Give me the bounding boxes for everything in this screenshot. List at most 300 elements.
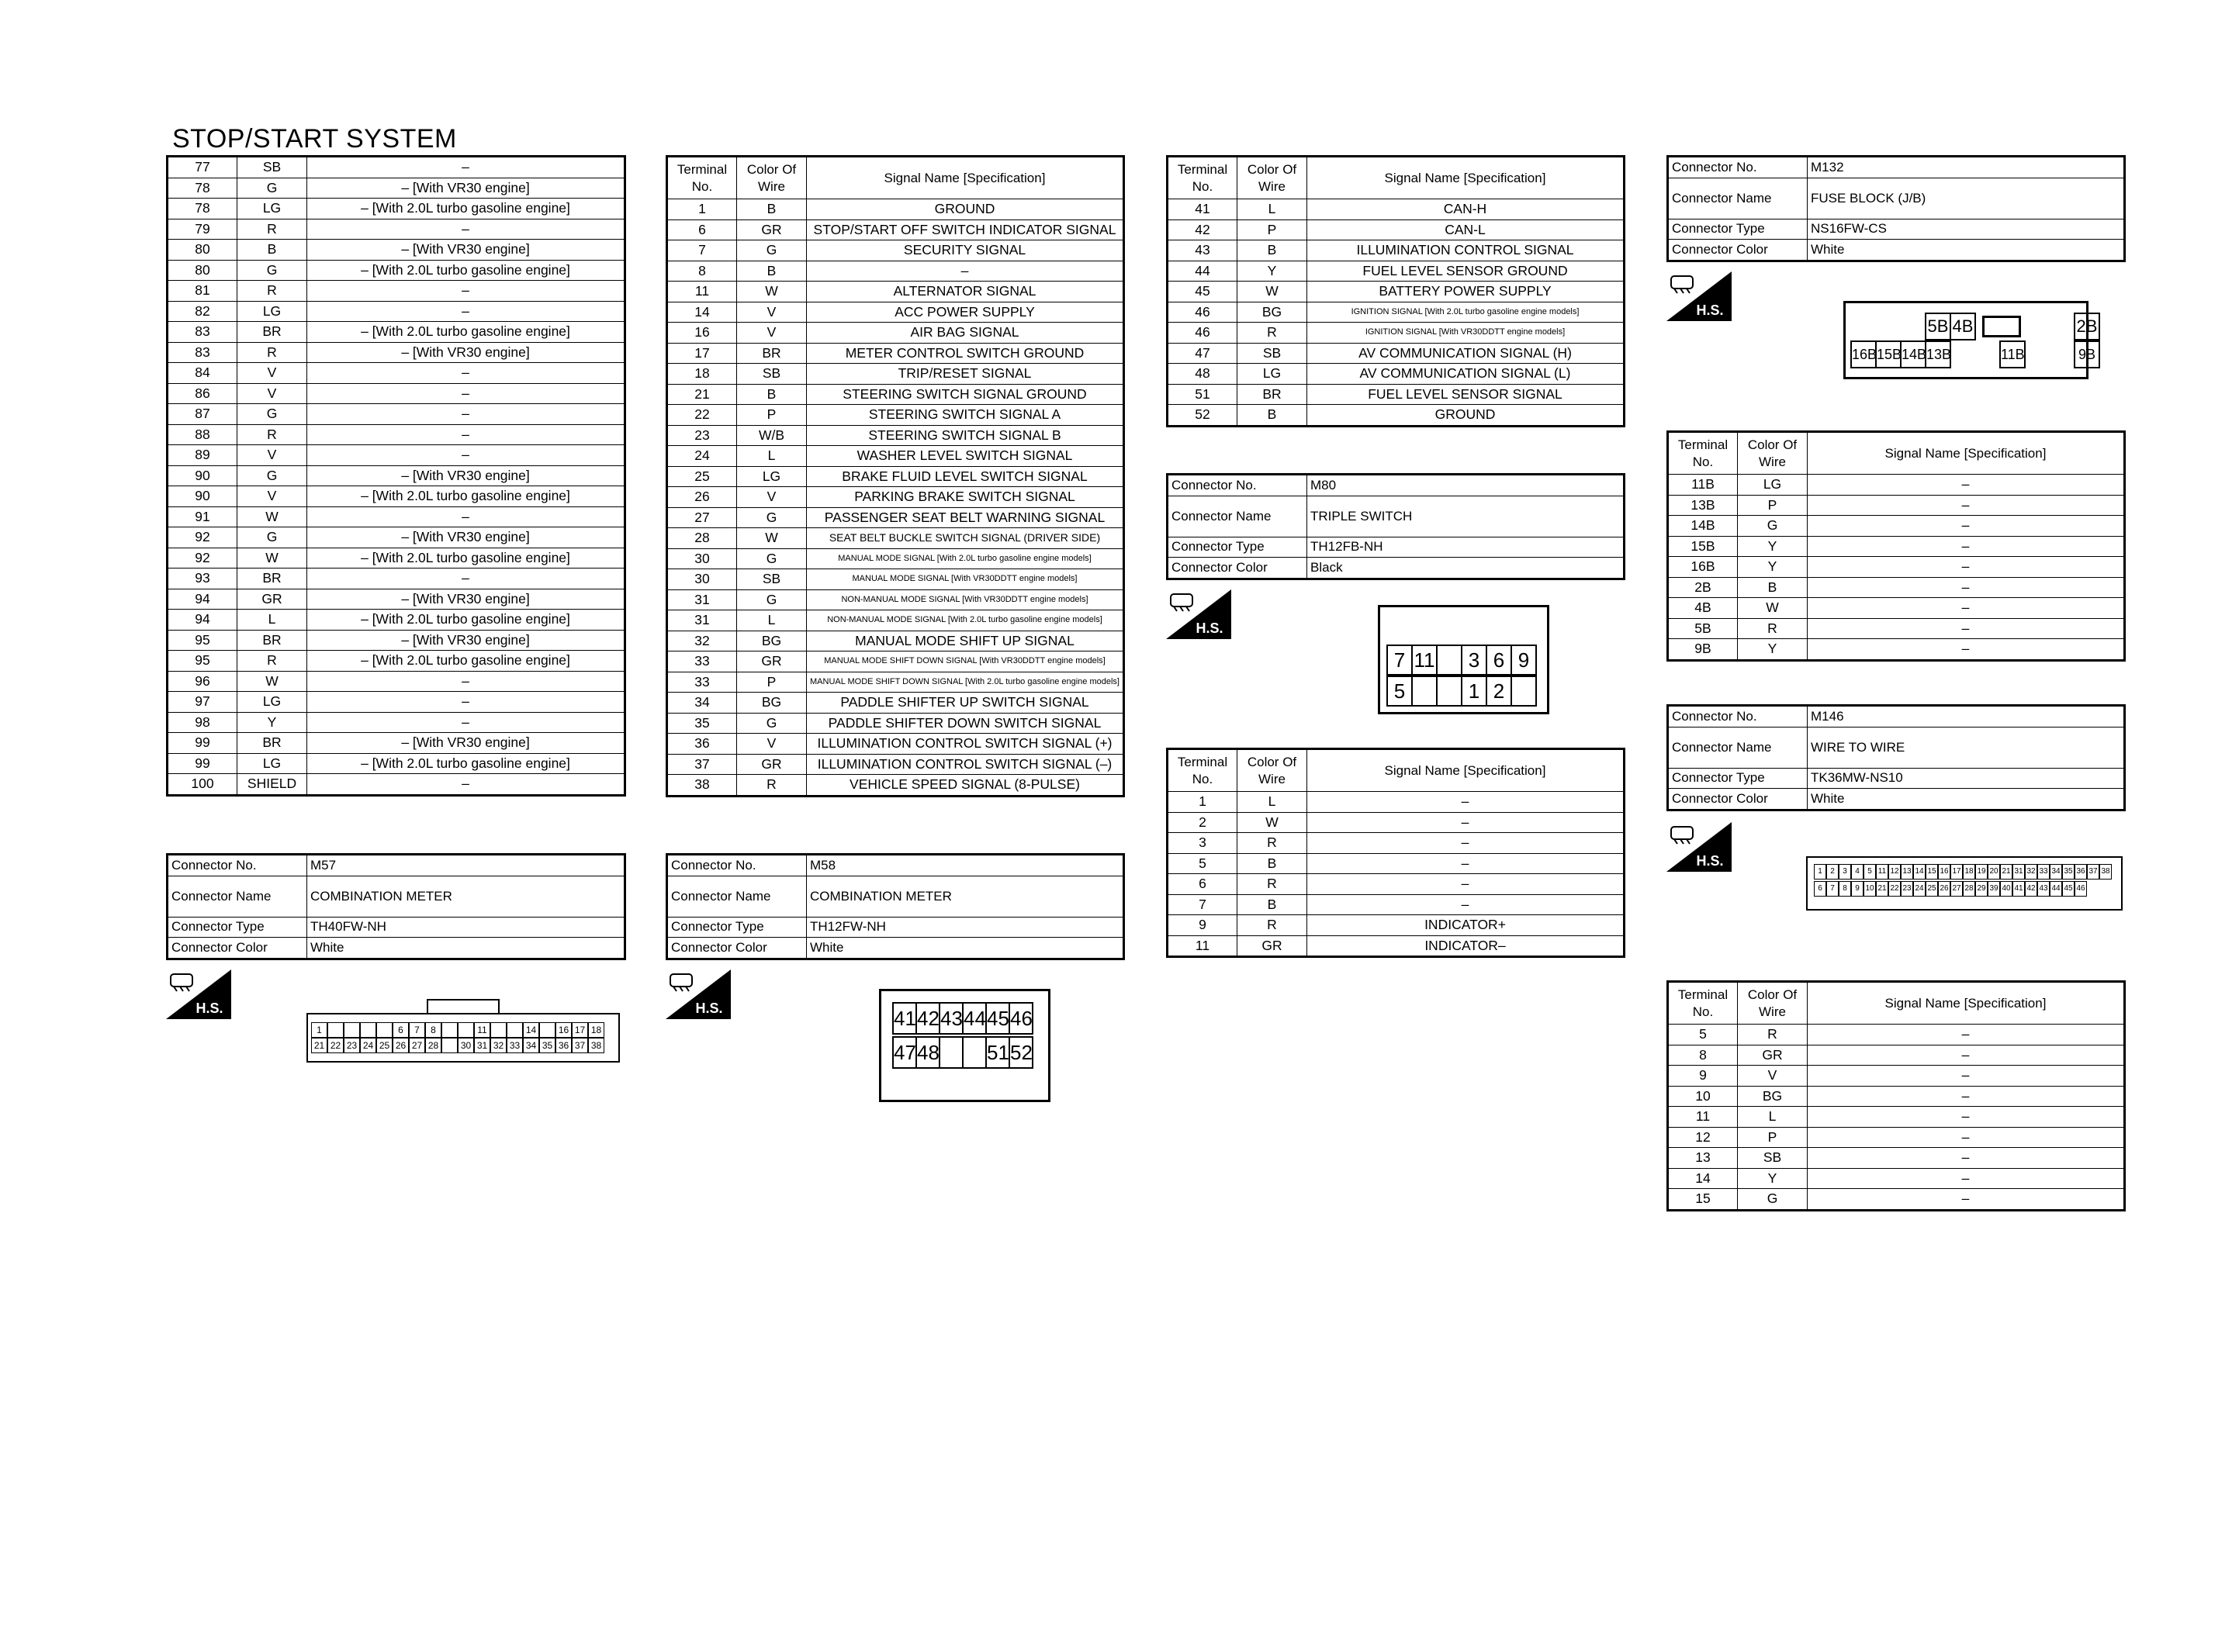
wire-color-cell: G	[1738, 1189, 1808, 1211]
signal-name-cell: –	[307, 692, 625, 713]
terminal-no-cell: 3	[1168, 833, 1237, 854]
wire-color-cell: LG	[237, 301, 307, 322]
signal-name-cell: –	[1808, 516, 2125, 537]
connector-pin	[962, 1036, 987, 1069]
table-row	[1668, 516, 2125, 537]
terminal-no-cell: 1	[667, 199, 737, 220]
svg-text:H.S.: H.S.	[1696, 302, 1724, 318]
signal-name-cell: MANUAL MODE SIGNAL [With 2.0L turbo gasoline engine models]	[807, 548, 1124, 569]
wire-color-cell: L	[1237, 199, 1307, 220]
terminal-no-cell: 30	[667, 548, 737, 569]
connector-pin: 48	[915, 1036, 940, 1069]
color-header: Color Of Wire	[1237, 749, 1307, 792]
connector-latch	[1982, 316, 2021, 337]
signal-name-cell: –	[1808, 1127, 2125, 1148]
terminal-no-cell: 84	[168, 363, 237, 384]
connector-pin: 9B	[2074, 340, 2100, 368]
connector-pin: 8	[1839, 881, 1851, 897]
terminal-no-cell: 99	[168, 733, 237, 754]
table-row	[168, 527, 625, 548]
connector-no-value: M146	[1808, 706, 2125, 728]
connector-pin: 27	[1950, 881, 1963, 897]
table-row	[1168, 261, 1625, 282]
connector-type-label: Connector Type	[1668, 219, 1808, 240]
connector-name-label: Connector Name	[168, 876, 307, 917]
wire-color-cell: L	[1738, 1107, 1808, 1128]
terminal-no-cell: 90	[168, 465, 237, 486]
signal-name-cell: NON-MANUAL MODE SIGNAL [With VR30DDTT engine models]	[807, 589, 1124, 610]
terminal-no-cell: 2	[1168, 812, 1237, 833]
terminal-no-cell: 93	[168, 569, 237, 589]
table-row	[667, 651, 1124, 672]
signal-name-cell: MANUAL MODE SHIFT UP SIGNAL	[807, 631, 1124, 651]
signal-name-cell: GROUND	[1307, 405, 1625, 427]
table-row	[168, 445, 625, 466]
table-row	[1668, 1148, 2125, 1169]
terminal-no-cell: 26	[667, 487, 737, 508]
terminal-no-cell: 37	[667, 754, 737, 775]
terminal-no-cell: 13B	[1668, 495, 1738, 516]
signal-name-cell: – [With VR30 engine]	[307, 342, 625, 363]
signal-name-cell: –	[1808, 1168, 2125, 1189]
connector-pin: 23	[344, 1038, 360, 1053]
connector-type-label: Connector Type	[168, 917, 307, 938]
signal-name-cell: –	[1307, 874, 1625, 895]
wire-color-cell: BG	[1237, 302, 1307, 323]
connector-pin: 11	[474, 1022, 490, 1038]
connector-no-label: Connector No.	[1668, 157, 1808, 178]
table-row	[168, 733, 625, 754]
connector-pin: 5	[1386, 676, 1413, 707]
table-row	[1168, 240, 1625, 261]
wire-color-cell: G	[737, 548, 807, 569]
connector-pin: 44	[2050, 881, 2062, 897]
connector-type-value: TK36MW-NS10	[1808, 768, 2125, 789]
connector-pin: 25	[376, 1038, 393, 1053]
wire-color-cell: R	[1237, 323, 1307, 344]
connector-pin: 10	[1864, 881, 1876, 897]
terminal-no-cell: 9B	[1668, 639, 1738, 661]
wire-color-cell: G	[237, 404, 307, 425]
harness-side-icon	[666, 969, 731, 1019]
m132-connector-info	[1666, 155, 2126, 262]
connector-pin: 16B	[1850, 340, 1877, 368]
table-row	[168, 486, 625, 507]
terminal-no-cell: 79	[168, 219, 237, 240]
signal-name-cell: PADDLE SHIFTER UP SWITCH SIGNAL	[807, 693, 1124, 714]
terminal-no-cell: 18	[667, 364, 737, 385]
connector-pin: 34	[2050, 864, 2062, 880]
wire-color-cell: V	[737, 487, 807, 508]
table-row	[1168, 405, 1625, 427]
wire-color-cell: G	[1738, 516, 1808, 537]
signal-name-cell: –	[1808, 577, 2125, 598]
signal-name-cell: CAN-H	[1307, 199, 1625, 220]
connector-pin: 33	[507, 1038, 523, 1053]
wire-color-cell: BG	[1738, 1086, 1808, 1107]
signal-name-cell: –	[307, 219, 625, 240]
connector-pin: 39	[1988, 881, 2000, 897]
table-row	[667, 672, 1124, 693]
signal-name-cell: PARKING BRAKE SWITCH SIGNAL	[807, 487, 1124, 508]
connector-pin: 18	[1963, 864, 1975, 880]
table-row	[1168, 894, 1625, 915]
wire-color-cell: W	[737, 282, 807, 302]
signal-name-cell: –	[1808, 1189, 2125, 1211]
connector-pin: 1	[1461, 676, 1487, 707]
signal-name-cell: –	[1808, 1107, 2125, 1128]
wire-color-cell: BR	[237, 569, 307, 589]
connector-pin: 46	[2075, 881, 2087, 897]
table-row	[1668, 577, 2125, 598]
connector-pin: 5	[1864, 864, 1876, 880]
connector-pin: 21	[2000, 864, 2012, 880]
signal-name-cell: AV COMMUNICATION SIGNAL (L)	[1307, 364, 1625, 385]
terminal-no-cell: 94	[168, 610, 237, 631]
signal-name-cell: WASHER LEVEL SWITCH SIGNAL	[807, 446, 1124, 467]
signal-name-cell: –	[1808, 598, 2125, 619]
wire-color-cell: G	[737, 589, 807, 610]
wire-color-cell: B	[737, 384, 807, 405]
m132-terminal-table	[1666, 430, 2126, 662]
wire-color-cell: R	[237, 219, 307, 240]
connector-pin: 2	[1826, 864, 1839, 880]
table-row	[1668, 475, 2125, 496]
wire-color-cell: GR	[237, 589, 307, 610]
signal-name-cell: –	[307, 404, 625, 425]
terminal-no-cell: 23	[667, 425, 737, 446]
connector-color-value: White	[807, 938, 1124, 959]
table-row	[168, 548, 625, 569]
table-row	[667, 713, 1124, 734]
signal-name-cell: –	[307, 506, 625, 527]
connector-name-label: Connector Name	[1668, 727, 1808, 768]
table-row	[667, 364, 1124, 385]
connector-pin: 14B	[1900, 340, 1926, 368]
table-row	[1168, 343, 1625, 364]
terminal-no-cell: 46	[1168, 323, 1237, 344]
connector-pin	[1511, 676, 1537, 707]
table-row	[1668, 1025, 2125, 1045]
terminal-no-cell: 89	[168, 445, 237, 466]
terminal-no-cell: 92	[168, 548, 237, 569]
connector-color-label: Connector Color	[667, 938, 807, 959]
table-row	[667, 734, 1124, 755]
table-row	[667, 548, 1124, 569]
wire-color-cell: L	[1237, 792, 1307, 813]
signal-name-cell: –	[307, 157, 625, 178]
wire-color-cell: BR	[1237, 384, 1307, 405]
signal-name-cell: –	[307, 671, 625, 692]
connector-pin: 51	[985, 1036, 1010, 1069]
connector-pin: 14	[523, 1022, 539, 1038]
connector-name-value: WIRE TO WIRE	[1808, 727, 2125, 768]
wire-color-cell: R	[237, 342, 307, 363]
wire-color-cell: W	[1237, 282, 1307, 302]
wire-color-cell: R	[1237, 874, 1307, 895]
terminal-no-cell: 32	[667, 631, 737, 651]
table-row	[168, 404, 625, 425]
terminal-no-cell: 5	[1168, 853, 1237, 874]
wire-color-cell: GR	[1738, 1045, 1808, 1066]
table-row	[168, 506, 625, 527]
signal-name-cell: MANUAL MODE SIGNAL [With VR30DDTT engine models]	[807, 569, 1124, 590]
table-row	[667, 775, 1124, 797]
connector-pin: 15	[1926, 864, 1938, 880]
table-row	[1168, 364, 1625, 385]
table-row	[168, 383, 625, 404]
signal-name-cell: –	[807, 261, 1124, 282]
connector-pin: 47	[892, 1036, 917, 1069]
connector-pin: 38	[588, 1038, 604, 1053]
connector-pin: 3	[1839, 864, 1851, 880]
signal-name-cell: STEERING SWITCH SIGNAL A	[807, 405, 1124, 426]
connector-name-value: FUSE BLOCK (J/B)	[1808, 178, 2125, 219]
connector-pin: 4	[1851, 864, 1864, 880]
signal-name-cell: STOP/START OFF SWITCH INDICATOR SIGNAL	[807, 219, 1124, 240]
signal-header: Signal Name [Specification]	[1307, 157, 1625, 199]
signal-name-cell: – [With VR30 engine]	[307, 733, 625, 754]
signal-name-cell: –	[1808, 495, 2125, 516]
table-row	[168, 651, 625, 672]
wire-color-cell: G	[237, 178, 307, 199]
connector-pin: 42	[915, 1002, 940, 1035]
table-row	[1168, 833, 1625, 854]
table-row	[1668, 598, 2125, 619]
table-row	[1168, 323, 1625, 344]
connector-pin: 12	[1888, 864, 1901, 880]
table-row	[1168, 812, 1625, 833]
connector-pin	[1436, 645, 1462, 676]
table-row	[168, 219, 625, 240]
connector-pin: 44	[962, 1002, 987, 1035]
connector-pin: 13	[1901, 864, 1913, 880]
connector-color-label: Connector Color	[168, 938, 307, 959]
m132-connector-diagram	[1843, 301, 2098, 379]
connector-pin: 20	[1988, 864, 2000, 880]
signal-name-cell: –	[1307, 853, 1625, 874]
signal-name-cell: STEERING SWITCH SIGNAL B	[807, 425, 1124, 446]
connector-pin: 17	[572, 1022, 588, 1038]
wire-color-cell: GR	[737, 219, 807, 240]
svg-text:H.S.: H.S.	[695, 1001, 723, 1016]
table-row	[667, 425, 1124, 446]
terminal-no-cell: 31	[667, 589, 737, 610]
connector-pin: 25	[1926, 881, 1938, 897]
m80-connector-diagram	[1378, 605, 1549, 714]
connector-color-value: White	[1808, 789, 2125, 810]
color-header: Color Of Wire	[1237, 157, 1307, 199]
wire-color-cell: P	[737, 405, 807, 426]
wire-color-cell: BR	[237, 322, 307, 343]
signal-header: Signal Name [Specification]	[1808, 982, 2125, 1025]
terminal-no-cell: 11	[1168, 935, 1237, 957]
wire-color-cell: LG	[737, 466, 807, 487]
connector-color-value: White	[1808, 240, 2125, 261]
harness-side-icon	[166, 969, 231, 1019]
connector-pin: 7	[1826, 881, 1839, 897]
connector-pin: 11	[1411, 645, 1438, 676]
connector-pin	[939, 1036, 964, 1069]
terminal-no-cell: 96	[168, 671, 237, 692]
wire-color-cell: SB	[1237, 343, 1307, 364]
terminal-no-cell: 5B	[1668, 618, 1738, 639]
connector-pin: 46	[1009, 1002, 1033, 1035]
wire-color-cell: BG	[737, 631, 807, 651]
signal-name-cell: METER CONTROL SWITCH GROUND	[807, 343, 1124, 364]
harness-side-icon	[1166, 589, 1231, 639]
wire-color-cell: BR	[237, 630, 307, 651]
wire-color-cell: L	[237, 610, 307, 631]
table-row	[1168, 915, 1625, 936]
connector-pin: 45	[2062, 881, 2075, 897]
connector-color-label: Connector Color	[1668, 789, 1808, 810]
terminal-no-cell: 14B	[1668, 516, 1738, 537]
signal-name-cell: INDICATOR+	[1307, 915, 1625, 936]
connector-pin	[441, 1038, 458, 1053]
connector-pin: 11B	[1999, 340, 2026, 368]
connector-no-value: M58	[807, 855, 1124, 876]
terminal-no-cell: 80	[168, 240, 237, 261]
connector-name-label: Connector Name	[1168, 496, 1307, 537]
wire-color-cell: SB	[737, 569, 807, 590]
terminal-no-cell: 33	[667, 651, 737, 672]
connector-pin: 16	[555, 1022, 572, 1038]
page-title: STOP/START SYSTEM	[172, 124, 457, 154]
table-row	[1668, 1168, 2125, 1189]
terminal-no-cell: 10	[1668, 1086, 1738, 1107]
connector-color-label: Connector Color	[1168, 558, 1307, 579]
signal-name-cell: IGNITION SIGNAL [With 2.0L turbo gasoline engine models]	[1307, 302, 1625, 323]
connector-pin	[1411, 676, 1438, 707]
connector-pin: 24	[1913, 881, 1926, 897]
table-row	[667, 693, 1124, 714]
terminal-no-cell: 8	[667, 261, 737, 282]
signal-header: Signal Name [Specification]	[1307, 749, 1625, 792]
table-row	[1668, 618, 2125, 639]
connector-pin: 17	[1950, 864, 1963, 880]
wire-color-cell: SB	[237, 157, 307, 178]
wire-color-cell: G	[737, 240, 807, 261]
m80-terminal-table	[1166, 748, 1625, 958]
signal-name-cell: AIR BAG SIGNAL	[807, 323, 1124, 344]
terminal-no-cell: 31	[667, 610, 737, 631]
signal-name-cell: – [With 2.0L turbo gasoline engine]	[307, 199, 625, 219]
wire-color-cell: LG	[237, 692, 307, 713]
wire-color-cell: LG	[237, 199, 307, 219]
connector-pin: 6	[393, 1022, 409, 1038]
signal-name-cell: – [With 2.0L turbo gasoline engine]	[307, 322, 625, 343]
signal-name-cell: TRIP/RESET SIGNAL	[807, 364, 1124, 385]
terminal-no-cell: 7	[1168, 894, 1237, 915]
table-row	[667, 323, 1124, 344]
terminal-no-cell: 82	[168, 301, 237, 322]
wire-color-cell: L	[737, 610, 807, 631]
signal-name-cell: BRAKE FLUID LEVEL SWITCH SIGNAL	[807, 466, 1124, 487]
table-row	[1168, 302, 1625, 323]
table-row	[667, 302, 1124, 323]
wire-color-cell: G	[737, 507, 807, 528]
connector-pin: 4B	[1950, 313, 1976, 340]
terminal-no-cell: 12	[1668, 1127, 1738, 1148]
connector-pin: 43	[939, 1002, 964, 1035]
connector-pin: 35	[2062, 864, 2075, 880]
signal-name-cell: BATTERY POWER SUPPLY	[1307, 282, 1625, 302]
terminal-no-cell: 24	[667, 446, 737, 467]
terminal-no-cell: 100	[168, 774, 237, 796]
connector-color-value: Black	[1307, 558, 1625, 579]
signal-name-cell: ILLUMINATION CONTROL SWITCH SIGNAL (+)	[807, 734, 1124, 755]
connector-pin: 36	[2075, 864, 2087, 880]
connector-name-label: Connector Name	[1668, 178, 1808, 219]
terminal-no-cell: 99	[168, 753, 237, 774]
m57-terminal-table	[666, 155, 1125, 797]
color-header: Color Of Wire	[1738, 432, 1808, 475]
terminal-no-cell: 14	[667, 302, 737, 323]
table-row	[1168, 874, 1625, 895]
connector-pin	[539, 1022, 555, 1038]
table-row	[168, 363, 625, 384]
table-row	[168, 774, 625, 796]
signal-name-cell: GROUND	[807, 199, 1124, 220]
signal-name-cell: –	[1808, 1025, 2125, 1045]
connector-type-label: Connector Type	[1668, 768, 1808, 789]
terminal-no-cell: 15	[1668, 1189, 1738, 1211]
terminal-no-cell: 9	[1168, 915, 1237, 936]
terminal-no-cell: 87	[168, 404, 237, 425]
table-row	[1668, 495, 2125, 516]
wire-color-cell: Y	[1738, 1168, 1808, 1189]
connector-no-value: M132	[1808, 157, 2125, 178]
signal-name-cell: – [With VR30 engine]	[307, 465, 625, 486]
wire-color-cell: Y	[1738, 639, 1808, 661]
signal-name-cell: – [With 2.0L turbo gasoline engine]	[307, 548, 625, 569]
terminal-no-cell: 17	[667, 343, 737, 364]
connector-pin: 11	[1876, 864, 1888, 880]
connector-pin: 43	[2037, 881, 2050, 897]
connector-pin: 2	[1486, 676, 1512, 707]
wire-color-cell: R	[1237, 915, 1307, 936]
table-row	[667, 384, 1124, 405]
connector-pin: 9	[1511, 645, 1537, 676]
table-row	[667, 343, 1124, 364]
wire-color-cell: G	[237, 465, 307, 486]
connector-type-label: Connector Type	[667, 917, 807, 938]
signal-name-cell: STEERING SWITCH SIGNAL GROUND	[807, 384, 1124, 405]
table-row	[168, 322, 625, 343]
wire-color-cell: R	[1738, 1025, 1808, 1045]
color-header: Color Of Wire	[1738, 982, 1808, 1025]
wire-color-cell: B	[1738, 577, 1808, 598]
connector-pin: 28	[425, 1038, 441, 1053]
signal-name-cell: MANUAL MODE SHIFT DOWN SIGNAL [With VR30DDTT engine models]	[807, 651, 1124, 672]
connector-pin: 35	[539, 1038, 555, 1053]
connector-pin	[360, 1022, 376, 1038]
connector-pin: 31	[2012, 864, 2025, 880]
m57-connector-info	[166, 853, 626, 960]
connector-pin: 23	[1901, 881, 1913, 897]
connector-pin: 19	[1975, 864, 1988, 880]
wire-color-cell: V	[737, 302, 807, 323]
wire-color-cell: P	[737, 672, 807, 693]
wire-color-cell: R	[237, 651, 307, 672]
terminal-no-cell: 13	[1668, 1148, 1738, 1169]
terminal-no-cell: 16	[667, 323, 737, 344]
wire-color-cell: V	[1738, 1066, 1808, 1087]
signal-name-cell: –	[1307, 812, 1625, 833]
terminal-no-cell: 11B	[1668, 475, 1738, 496]
signal-name-cell: –	[1808, 618, 2125, 639]
